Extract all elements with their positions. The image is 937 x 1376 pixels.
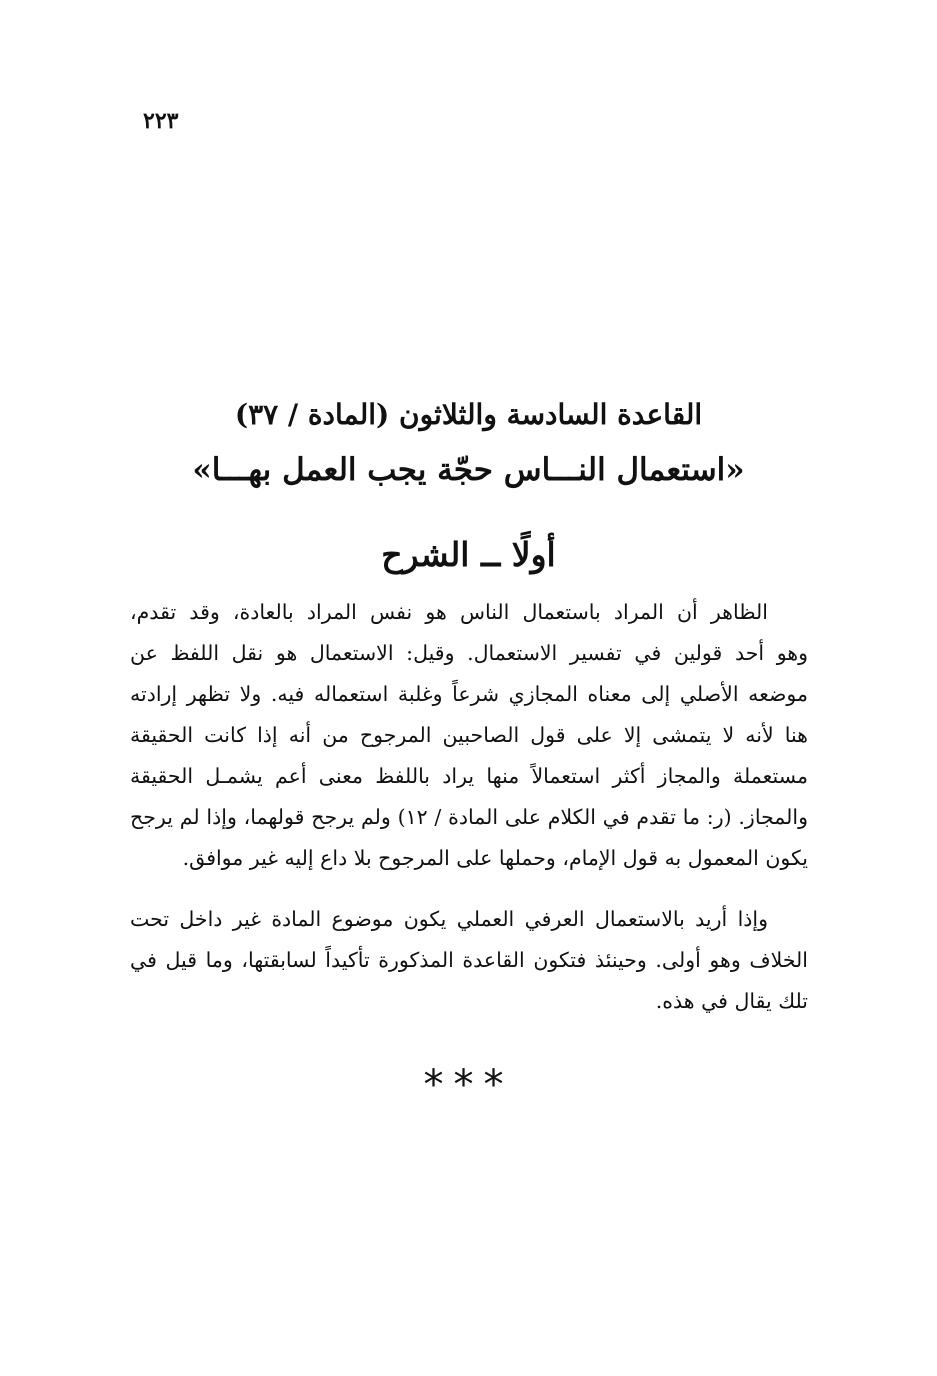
- paragraph-line: والمجاز. (ر: ما تقدم في الكلام على المادة / ١٢) ولم يرجح قولهما، وإذا لم يرجح: [130, 805, 808, 829]
- paragraph-line: مستعملة والمجاز أكثر استعمالاً منها يراد باللفظ معنى أعم يشمـل الحقيقة: [130, 764, 808, 788]
- section-separator: ***: [423, 1062, 514, 1108]
- rule-title: القاعدة السادسة والثلاثون (المادة / ٣٧): [234, 398, 703, 431]
- rule-subtitle: «استعمال النـــاس حجّة يجب العمل بهـــا»: [192, 452, 745, 488]
- paragraph-1: [130, 592, 808, 879]
- paragraph-line: يكون المعمول به قول الإمام، وحملها على المرجوح بلا داع إليه غير موافق.: [182, 846, 808, 870]
- paragraph-line: تلك يقال في هذه.: [655, 989, 808, 1013]
- section-heading: أولًا ــ الشرح: [381, 535, 556, 574]
- page-number: ٢٢٣: [143, 108, 179, 134]
- paragraph-2: [130, 899, 808, 1022]
- paragraph-line: الخلاف وهو أولى. وحينئذ فتكون القاعدة المذكورة تأكيداً لسابقتها، وما قيل في: [130, 948, 808, 972]
- paragraph-line: وإذا أريد بالاستعمال العرفي العملي يكون موضوع المادة غير داخل تحت: [130, 907, 768, 931]
- paragraph-line: هنا لأنه لا يتمشى إلا على قول الصاحبين المرجوح من أنه إذا كانت الحقيقة: [130, 723, 808, 747]
- paragraph-line: الظاهر أن المراد باستعمال الناس هو نفس المراد بالعادة، وقد تقدم،: [130, 600, 768, 624]
- paragraph-line: موضعه الأصلي إلى معناه المجازي شرعاً وغلبة استعماله فيه. ولا تظهر إرادته: [130, 682, 808, 706]
- paragraph-line: وهو أحد قولين في تفسير الاستعمال. وقيل: الاستعمال هو نقل اللفظ عن: [130, 641, 808, 665]
